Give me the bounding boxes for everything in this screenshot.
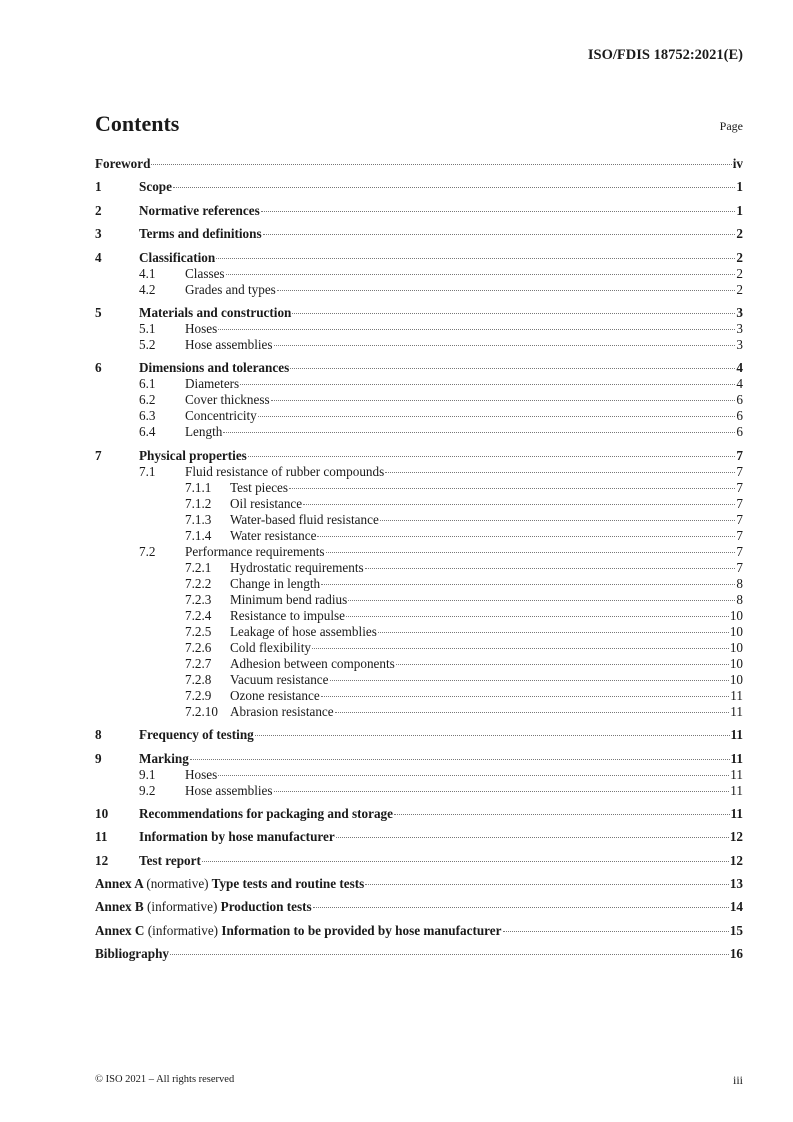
dot-leader: [394, 814, 730, 815]
toc-entry[interactable]: [95, 946, 743, 962]
toc-entry-page: 10: [729, 623, 743, 639]
toc-entry-page: 11: [730, 687, 743, 703]
dot-leader: [218, 775, 729, 776]
dot-leader: [216, 258, 735, 259]
toc-entry-title: Grades and types: [185, 281, 276, 297]
toc-entry-page: 13: [729, 876, 743, 892]
toc-entry-title: Ozone resistance: [230, 687, 320, 703]
dot-leader: [151, 164, 731, 165]
toc-entry-page: 2: [736, 281, 743, 297]
toc-entry[interactable]: [95, 751, 743, 767]
dot-leader: [226, 274, 736, 275]
toc-entry-number: 4.2: [139, 281, 156, 297]
toc-entry-number: 5.2: [139, 336, 156, 352]
toc-entry-page: 11: [730, 750, 743, 766]
toc-entry[interactable]: [95, 448, 743, 464]
dot-leader: [303, 504, 735, 505]
toc-entry-number: 7.2.1: [185, 559, 212, 575]
toc-entry-page: 6: [736, 424, 743, 440]
toc-entry[interactable]: [95, 829, 743, 845]
toc-entry[interactable]: [95, 608, 743, 624]
toc-entry-title: Hydrostatic requirements: [230, 559, 364, 575]
toc-entry-page: 7: [736, 447, 743, 463]
toc-entry[interactable]: [95, 806, 743, 822]
dot-leader: [335, 712, 730, 713]
dot-leader: [190, 759, 730, 760]
toc-entry-title: [95, 899, 312, 915]
toc-entry-number: 7: [95, 447, 102, 463]
toc-entry-title: [95, 876, 364, 892]
toc-entry-page: 12: [729, 852, 743, 868]
dot-leader: [261, 211, 736, 212]
toc-entry-title: Dimensions and tolerances: [139, 360, 290, 376]
toc-entry-title: Concentricity: [185, 408, 257, 424]
toc-entry-title: Hoses: [185, 320, 218, 336]
toc-entry-title: Recommendations for packaging and storage: [139, 805, 393, 821]
toc-entry[interactable]: [95, 560, 743, 576]
dot-leader: [289, 488, 735, 489]
annex-title: Production tests: [220, 899, 312, 915]
toc-entry-number: 1: [95, 179, 102, 195]
toc-entry[interactable]: [95, 727, 743, 743]
toc-entry-page: 7: [736, 495, 743, 511]
toc-entry-page: 8: [736, 591, 743, 607]
dot-leader: [274, 791, 730, 792]
toc-entry-page: 11: [730, 782, 743, 798]
toc-entry[interactable]: [95, 899, 743, 915]
toc-entry[interactable]: [95, 688, 743, 704]
toc-entry-number: 7.1.2: [185, 495, 212, 511]
toc-entry-page: 4: [736, 360, 743, 376]
toc-entry[interactable]: [95, 876, 743, 892]
dot-leader: [348, 600, 735, 601]
toc-entry-number: 6.3: [139, 408, 156, 424]
toc-entry-title: Length: [185, 424, 223, 440]
toc-entry-page: 3: [736, 336, 743, 352]
annex-label: Annex B: [95, 899, 144, 915]
toc-entry-number: 9: [95, 750, 102, 766]
toc-entry[interactable]: [95, 266, 743, 282]
toc-entry-number: 12: [95, 852, 109, 868]
toc-entry-page: 11: [730, 805, 743, 821]
dot-leader: [202, 861, 729, 862]
toc-entry-number: 7.2.8: [185, 671, 212, 687]
toc-entry-number: 6: [95, 360, 102, 376]
document-id-header: ISO/FDIS 18752:2021(E): [587, 47, 743, 63]
toc-entry-page: 12: [729, 829, 743, 845]
toc-entry[interactable]: [95, 576, 743, 592]
toc-entry[interactable]: [95, 783, 743, 799]
toc-entry[interactable]: [95, 226, 743, 242]
toc-entry[interactable]: [95, 156, 743, 172]
toc-entry-page: 11: [730, 703, 743, 719]
toc-entry[interactable]: [95, 528, 743, 544]
toc-entry[interactable]: [95, 337, 743, 353]
toc-entry-title: Test pieces: [230, 479, 289, 495]
table-of-contents: [95, 156, 743, 962]
dot-leader: [380, 520, 736, 521]
dot-leader: [312, 648, 729, 649]
page-title: Contents: [95, 111, 180, 136]
toc-entry[interactable]: [95, 496, 743, 512]
toc-entry[interactable]: [95, 408, 743, 424]
toc-entry[interactable]: [95, 672, 743, 688]
toc-entry-number: 6.2: [139, 392, 156, 408]
toc-entry-title: Marking: [139, 750, 189, 766]
toc-entry-number: 7.1: [139, 463, 156, 479]
toc-entry-title: Classification: [139, 249, 216, 265]
toc-entry-number: 9.2: [139, 782, 156, 798]
dot-leader: [365, 568, 736, 569]
toc-entry-page: 7: [736, 479, 743, 495]
dot-leader: [396, 664, 729, 665]
toc-entry-title: [95, 923, 502, 939]
dot-leader: [290, 368, 735, 369]
dot-leader: [248, 456, 736, 457]
toc-entry[interactable]: [95, 767, 743, 783]
toc-entry-number: 3: [95, 226, 102, 242]
toc-entry-title: Fluid resistance of rubber compounds: [185, 463, 385, 479]
toc-entry-page: 15: [729, 922, 743, 938]
toc-entry-number: 10: [95, 805, 109, 821]
toc-entry-page: 3: [736, 320, 743, 336]
toc-entry[interactable]: [95, 376, 743, 392]
annex-note: (informative): [147, 922, 219, 938]
toc-entry-title: Frequency of testing: [139, 727, 254, 743]
toc-entry-page: 6: [736, 408, 743, 424]
toc-entry-page: 11: [730, 766, 743, 782]
dot-leader: [326, 552, 736, 553]
toc-entry-title: Cold flexibility: [230, 639, 311, 655]
toc-entry-number: 7.1.4: [185, 527, 212, 543]
toc-entry-page: 7: [736, 463, 743, 479]
toc-entry-number: 7.2.9: [185, 687, 212, 703]
toc-entry[interactable]: [95, 656, 743, 672]
toc-entry-number: 9.1: [139, 766, 156, 782]
annex-title: Information to be provided by hose manufacturer: [221, 922, 502, 938]
annex-title: Type tests and routine tests: [211, 876, 365, 892]
page-column-label: Page: [719, 119, 743, 133]
toc-entry-number: 7.2.2: [185, 575, 212, 591]
toc-entry-title: Hose assemblies: [185, 782, 273, 798]
dot-leader: [313, 907, 729, 908]
toc-entry-number: 8: [95, 727, 102, 743]
toc-entry-title: Physical properties: [139, 447, 247, 463]
dot-leader: [378, 632, 729, 633]
toc-entry-title: Leakage of hose assemblies: [230, 623, 377, 639]
dot-leader: [321, 584, 735, 585]
toc-entry[interactable]: [95, 321, 743, 337]
toc-entry-number: 7.2.10: [185, 703, 218, 719]
toc-entry-number: 7.2.3: [185, 591, 212, 607]
toc-entry-page: 2: [736, 226, 743, 242]
toc-entry-number: 6.4: [139, 424, 156, 440]
toc-entry[interactable]: [95, 512, 743, 528]
toc-entry-title: Performance requirements: [185, 543, 325, 559]
annex-label: Annex C: [95, 922, 145, 938]
dot-leader: [385, 472, 735, 473]
dot-leader: [173, 187, 735, 188]
toc-entry-title: Scope: [139, 179, 172, 195]
toc-entry[interactable]: [95, 464, 743, 480]
annex-note: (informative): [147, 899, 218, 915]
toc-entry-page: 1: [736, 202, 743, 218]
dot-leader: [503, 931, 729, 932]
toc-entry-page: 4: [736, 376, 743, 392]
toc-entry-title: Cover thickness: [185, 392, 270, 408]
toc-entry-number: 4: [95, 249, 102, 265]
toc-entry-page: 1: [736, 179, 743, 195]
toc-entry-title: Resistance to impulse: [230, 607, 346, 623]
dot-leader: [258, 416, 736, 417]
toc-entry-number: 6.1: [139, 376, 156, 392]
dot-leader: [271, 400, 736, 401]
toc-entry-title: Oil resistance: [230, 495, 303, 511]
dot-leader: [255, 735, 730, 736]
toc-entry-title: Abrasion resistance: [230, 703, 334, 719]
toc-entry-title: Terms and definitions: [139, 226, 262, 242]
toc-entry[interactable]: [95, 923, 743, 939]
toc-entry-page: 7: [736, 511, 743, 527]
toc-entry[interactable]: [95, 592, 743, 608]
footer-page-number: iii: [732, 1073, 743, 1087]
toc-entry-page: 6: [736, 392, 743, 408]
toc-entry[interactable]: [95, 480, 743, 496]
toc-entry[interactable]: [95, 640, 743, 656]
toc-entry-page: iv: [732, 156, 743, 171]
toc-entry-page: 2: [736, 265, 743, 281]
toc-entry-page: 10: [729, 671, 743, 687]
toc-entry[interactable]: [95, 704, 743, 720]
toc-entry[interactable]: [95, 360, 743, 376]
dot-leader: [274, 345, 736, 346]
annex-label: Annex A: [95, 876, 144, 892]
dot-leader: [223, 432, 735, 433]
dot-leader: [365, 884, 729, 885]
toc-entry-number: 7.2: [139, 543, 156, 559]
toc-entry-title: Water-based fluid resistance: [230, 511, 379, 527]
dot-leader: [321, 696, 730, 697]
toc-entry-page: 10: [729, 655, 743, 671]
toc-entry[interactable]: [95, 282, 743, 298]
dot-leader: [317, 536, 735, 537]
toc-entry-title: Foreword: [95, 156, 151, 171]
toc-entry-title: Materials and construction: [139, 304, 292, 320]
toc-entry-title: Classes: [185, 265, 225, 281]
toc-entry-title: Adhesion between components: [230, 655, 395, 671]
dot-leader: [263, 234, 736, 235]
toc-entry-page: 11: [730, 727, 743, 743]
dot-leader: [330, 680, 729, 681]
toc-entry-title: Information by hose manufacturer: [139, 829, 335, 845]
copyright-footer: © ISO 2021 – All rights reserved: [95, 1074, 235, 1085]
toc-entry-title: Bibliography: [95, 946, 170, 962]
toc-entry-number: 7.2.4: [185, 607, 212, 623]
toc-entry-title: Change in length: [230, 575, 321, 591]
dot-leader: [336, 837, 729, 838]
toc-entry[interactable]: [95, 853, 743, 869]
toc-entry-number: 5: [95, 304, 102, 320]
toc-entry-number: 7.2.7: [185, 655, 212, 671]
toc-entry[interactable]: [95, 305, 743, 321]
toc-entry-page: 10: [729, 607, 743, 623]
toc-entry-page: 8: [736, 575, 743, 591]
toc-entry-page: 7: [736, 527, 743, 543]
toc-entry[interactable]: [95, 179, 743, 195]
toc-entry-page: 14: [729, 899, 743, 915]
toc-entry-page: 7: [736, 559, 743, 575]
toc-entry-title: Minimum bend radius: [230, 591, 348, 607]
toc-entry-title: Vacuum resistance: [230, 671, 329, 687]
toc-entry-number: 4.1: [139, 265, 156, 281]
dot-leader: [292, 313, 735, 314]
toc-entry-page: 16: [729, 946, 743, 962]
toc-entry-page: 10: [729, 639, 743, 655]
toc-entry-number: 7.1.1: [185, 479, 212, 495]
toc-entry-number: 7.1.3: [185, 511, 212, 527]
toc-entry-title: Hose assemblies: [185, 336, 273, 352]
toc-entry-title: Test report: [139, 852, 201, 868]
toc-entry[interactable]: [95, 392, 743, 408]
toc-entry[interactable]: [95, 203, 743, 219]
toc-entry-number: 11: [95, 829, 108, 845]
toc-entry-number: 7.2.5: [185, 623, 212, 639]
toc-entry-title: Water resistance: [230, 527, 317, 543]
toc-entry[interactable]: [95, 424, 743, 440]
toc-entry-page: 2: [736, 249, 743, 265]
toc-entry-title: Diameters: [185, 376, 240, 392]
toc-entry[interactable]: [95, 544, 743, 560]
toc-entry[interactable]: [95, 250, 743, 266]
annex-note: (normative): [146, 876, 209, 892]
toc-entry-page: 3: [736, 304, 743, 320]
dot-leader: [240, 384, 735, 385]
toc-entry-number: 2: [95, 202, 102, 218]
dot-leader: [170, 954, 729, 955]
toc-entry-number: 7.2.6: [185, 639, 212, 655]
toc-entry[interactable]: [95, 624, 743, 640]
dot-leader: [218, 329, 735, 330]
toc-entry-number: 5.1: [139, 320, 156, 336]
toc-entry-title: Hoses: [185, 766, 218, 782]
dot-leader: [346, 616, 729, 617]
dot-leader: [277, 290, 736, 291]
toc-entry-title: Normative references: [139, 202, 260, 218]
toc-entry-page: 7: [736, 543, 743, 559]
